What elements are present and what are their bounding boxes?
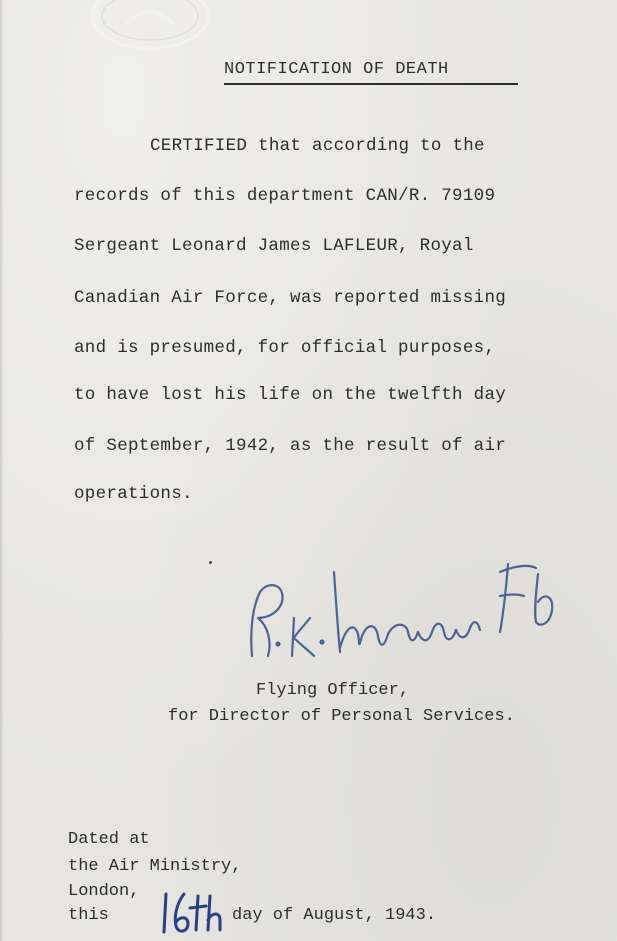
- dated-line-suffix: day of August, 1943.: [232, 906, 437, 925]
- paper-speck: [209, 561, 212, 564]
- body-line: records of this department CAN/R. 79109: [74, 186, 496, 206]
- body-line: Sergeant Leonard James LAFLEUR, Royal: [74, 236, 474, 256]
- signer-role: for Director of Personal Services.: [168, 707, 515, 726]
- body-line: Canadian Air Force, was reported missing: [74, 288, 507, 308]
- dated-line: Dated at: [68, 830, 150, 849]
- body-line: operations.: [74, 484, 193, 504]
- embossed-seal: [86, 0, 214, 50]
- document-title: NOTIFICATION OF DEATH: [224, 60, 449, 79]
- body-line: and is presumed, for official purposes,: [74, 338, 496, 358]
- dated-line: London,: [68, 882, 140, 901]
- handwritten-day: [158, 890, 230, 936]
- body-line: of September, 1942, as the result of air: [74, 436, 507, 456]
- title-underline: [224, 83, 518, 85]
- dated-line: the Air Ministry,: [68, 857, 242, 876]
- signer-rank: Flying Officer,: [256, 681, 410, 700]
- page-edge-shadow: [0, 0, 4, 941]
- body-line: CERTIFIED that according to the: [150, 136, 485, 156]
- handwritten-signature: [238, 552, 588, 667]
- dated-line-prefix: this: [68, 906, 109, 925]
- body-line: to have lost his life on the twelfth day: [74, 385, 507, 405]
